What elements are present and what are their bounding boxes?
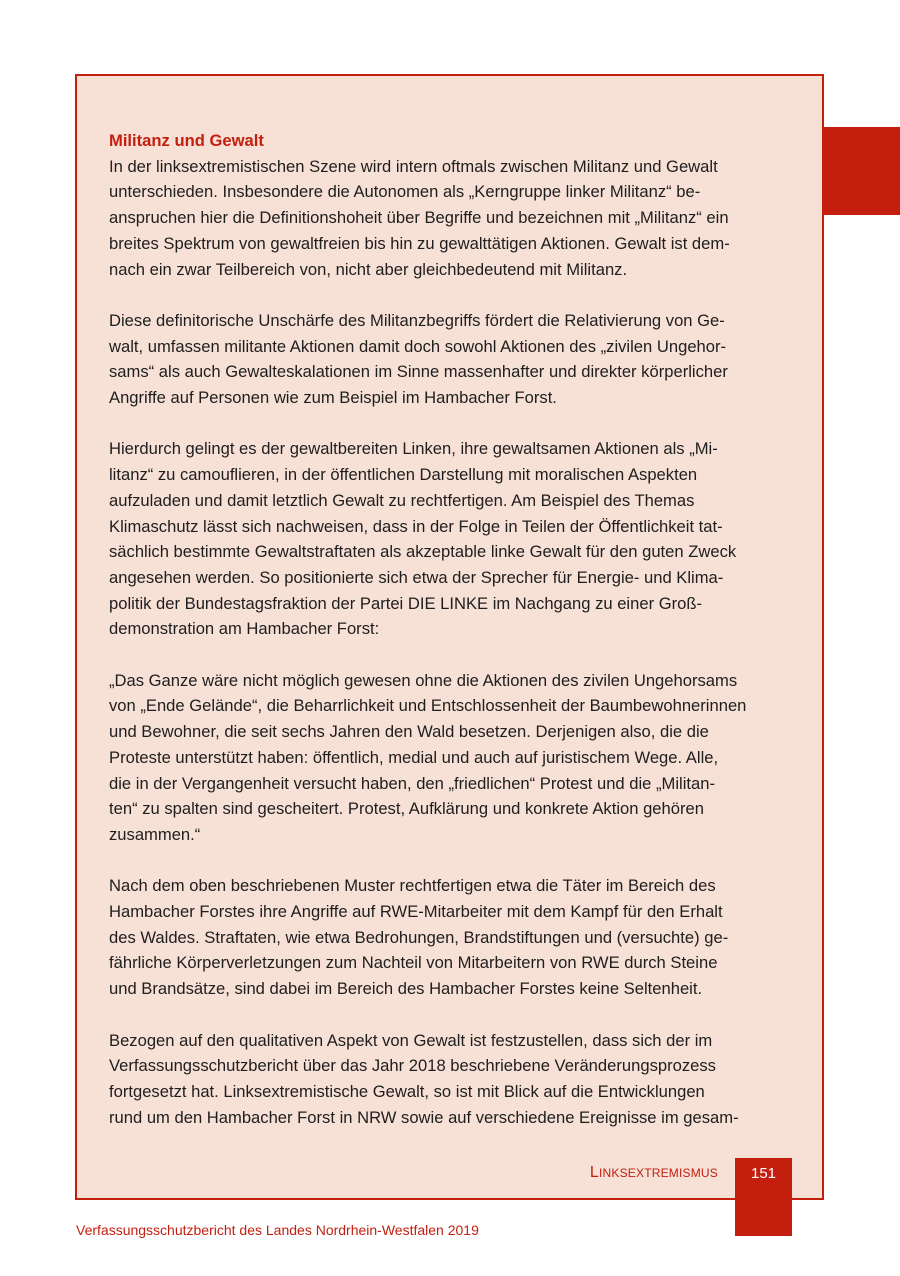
text-line: Bezogen auf den qualitativen Aspekt von Gewalt ist festzustellen, dass sich der im bbox=[109, 1030, 713, 1050]
text-line: zusammen.“ bbox=[109, 824, 201, 844]
text-line: von „Ende Gelände“, die Beharrlichkeit und Entschlossenheit der Baumbewohnerinnen bbox=[109, 696, 747, 716]
text-line: des Waldes. Straftaten, wie etwa Bedrohungen, Brandstiftungen und (versuchte) ge- bbox=[109, 927, 729, 947]
text-line: Proteste unterstützt haben: öffentlich, medial und auch auf juristischem Wege. Alle, bbox=[109, 747, 719, 767]
section-label-rest: INKSEXTREMISMUS bbox=[598, 1166, 718, 1180]
text-line: Verfassungsschutzbericht über das Jahr 2018 beschriebene Veränderungsprozess bbox=[109, 1056, 716, 1076]
text-line: politik der Bundestagsfraktion der Partei DIE LINKE im Nachgang zu einer Groß- bbox=[109, 593, 703, 613]
text-line: Angriffe auf Personen wie zum Beispiel im Hambacher Forst. bbox=[109, 388, 557, 408]
section-label-initial: L bbox=[589, 1164, 599, 1181]
text-line: Diese definitorische Unschärfe des Militanzbegriffs fördert die Relativierung von Ge- bbox=[109, 310, 725, 330]
content-box bbox=[75, 74, 824, 1200]
text-line: aufzuladen und damit letztlich Gewalt zu rechtfertigen. Am Beispiel des Themas bbox=[109, 490, 695, 510]
paragraph bbox=[109, 668, 799, 848]
text-line: die in der Vergangenheit versucht haben, den „friedlichen“ Protest und die „Militan- bbox=[109, 773, 716, 793]
text-line: Hierdurch gelingt es der gewaltbereiten Linken, ihre gewaltsamen Aktionen als „Mi- bbox=[109, 439, 718, 459]
paragraph-list bbox=[109, 154, 799, 1131]
article-body bbox=[109, 128, 799, 1156]
text-line: walt, umfassen militante Aktionen damit doch sowohl Aktionen des „zivilen Ungehor- bbox=[109, 336, 727, 356]
text-line: anspruchen hier die Definitionshoheit über Begriffe und bezeichnen mit „Militanz“ ein bbox=[109, 208, 729, 228]
text-line: rund um den Hambacher Forst in NRW sowie auf verschiedene Ereignisse im gesam- bbox=[109, 1107, 739, 1127]
text-line: nach ein zwar Teilbereich von, nicht aber gleichbedeutend mit Militanz. bbox=[109, 259, 628, 279]
text-line: Klimaschutz lässt sich nachweisen, dass in der Folge in Teilen der Öffentlichkeit tat- bbox=[109, 516, 723, 536]
chapter-tab-marker bbox=[824, 127, 900, 215]
paragraph bbox=[109, 308, 799, 411]
text-line: und Bewohner, die seit sechs Jahren den Wald besetzen. Derjenigen also, die die bbox=[109, 722, 709, 742]
paragraph bbox=[109, 154, 799, 283]
paragraph bbox=[109, 436, 799, 642]
text-line: Nach dem oben beschriebenen Muster rechtfertigen etwa die Täter im Bereich des bbox=[109, 876, 716, 896]
text-line: breites Spektrum von gewaltfreien bis hin zu gewalttätigen Aktionen. Gewalt ist dem- bbox=[109, 233, 730, 253]
section-label bbox=[590, 1164, 718, 1182]
text-line: In der linksextremistischen Szene wird intern oftmals zwischen Militanz und Gewalt bbox=[109, 156, 718, 176]
text-line: demonstration am Hambacher Forst: bbox=[109, 619, 380, 639]
page-number-block bbox=[735, 1158, 792, 1236]
section-heading: Militanz und Gewalt bbox=[109, 131, 264, 150]
paragraph bbox=[109, 1028, 799, 1131]
text-line: angesehen werden. So positionierte sich etwa der Sprecher für Energie- und Klima- bbox=[109, 567, 724, 587]
text-line: sächlich bestimmte Gewaltstraftaten als akzeptable linke Gewalt für den guten Zweck bbox=[109, 542, 737, 562]
paragraph bbox=[109, 873, 799, 1002]
text-line: Hambacher Forstes ihre Angriffe auf RWE-Mitarbeiter mit dem Kampf für den Erhalt bbox=[109, 902, 723, 922]
text-line: fortgesetzt hat. Linksextremistische Gewalt, so ist mit Blick auf die Entwicklungen bbox=[109, 1081, 705, 1101]
text-line: und Brandsätze, sind dabei im Bereich des Hambacher Forstes keine Seltenheit. bbox=[109, 979, 703, 999]
publication-title: Verfassungsschutzbericht des Landes Nordrhein-Westfalen 2019 bbox=[76, 1222, 479, 1238]
text-line: fährliche Körperverletzungen zum Nachteil von Mitarbeitern von RWE durch Steine bbox=[109, 953, 718, 973]
page-number: 151 bbox=[750, 1165, 777, 1182]
text-line: ten“ zu spalten sind gescheitert. Protest, Aufklärung und konkrete Aktion gehören bbox=[109, 799, 704, 819]
text-line: „Das Ganze wäre nicht möglich gewesen ohne die Aktionen des zivilen Ungehorsams bbox=[109, 670, 738, 690]
text-line: unterschieden. Insbesondere die Autonomen als „Kerngruppe linker Militanz“ be- bbox=[109, 182, 701, 202]
text-line: litanz“ zu camouflieren, in der öffentlichen Darstellung mit moralischen Aspekten bbox=[109, 465, 698, 485]
text-line: sams“ als auch Gewalteskalationen im Sinne massenhafter und direkter körperlicher bbox=[109, 362, 728, 382]
